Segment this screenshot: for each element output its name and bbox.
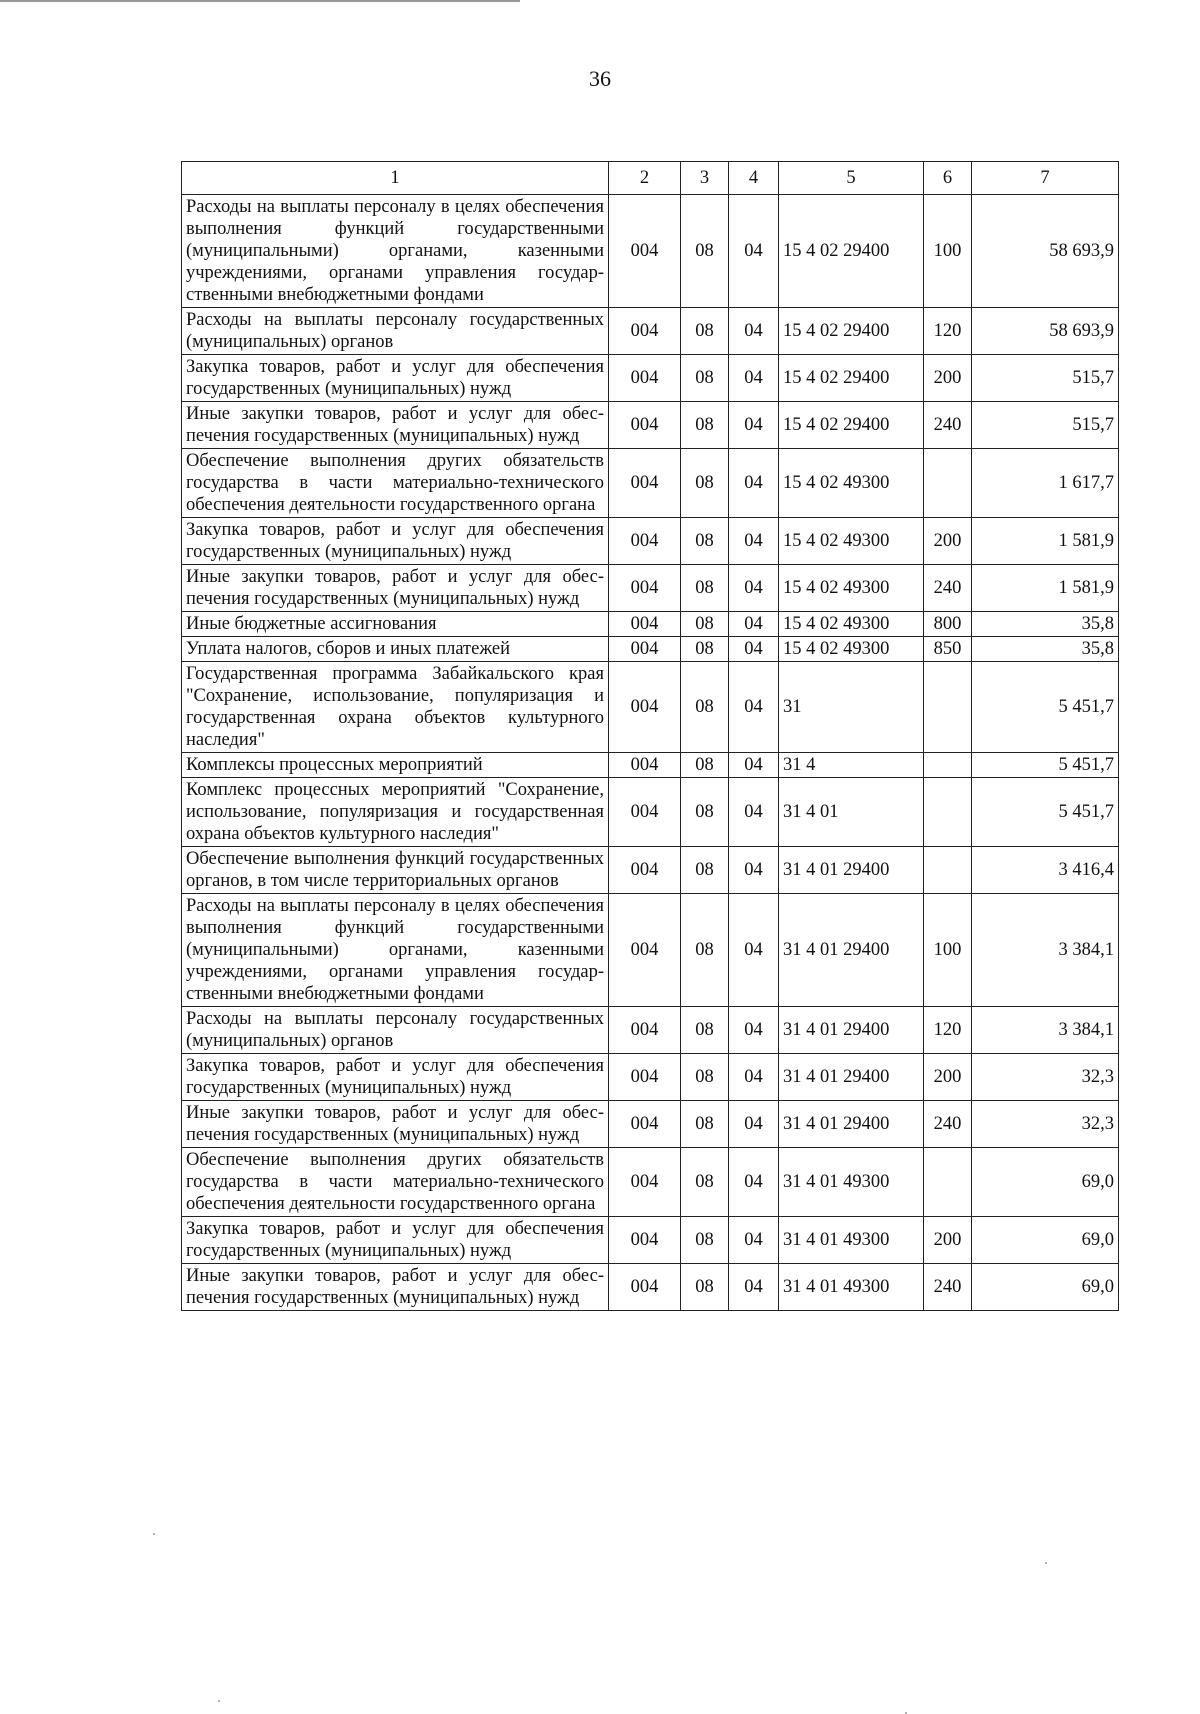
row-code-4: 04 xyxy=(729,195,779,308)
row-code-4: 04 xyxy=(729,1007,779,1054)
row-description: Расходы на выплаты персоналу государственных (муниципальных) органов xyxy=(182,308,609,355)
header-cell: 3 xyxy=(681,162,729,195)
row-code-3: 08 xyxy=(681,308,729,355)
table-row xyxy=(182,402,1119,449)
row-description: Расходы на выплаты персоналу в целях обеспечения выполнения функций государственными (муниципальными) органами, казенными учреждениями, органами управления государственными внебюджетными фондами xyxy=(182,894,609,1007)
row-code-4: 04 xyxy=(729,1148,779,1217)
row-amount: 3 384,1 xyxy=(972,1007,1119,1054)
row-amount: 5 451,7 xyxy=(972,662,1119,753)
row-target-article: 15 4 02 29400 xyxy=(779,308,924,355)
table-row xyxy=(182,847,1119,894)
row-target-article: 31 xyxy=(779,662,924,753)
row-code-3: 08 xyxy=(681,894,729,1007)
row-code-2: 004 xyxy=(609,1148,681,1217)
row-expense-type: 800 xyxy=(924,612,972,637)
row-code-2: 004 xyxy=(609,662,681,753)
row-expense-type: 120 xyxy=(924,308,972,355)
row-code-4: 04 xyxy=(729,662,779,753)
row-amount: 5 451,7 xyxy=(972,753,1119,778)
row-amount: 58 693,9 xyxy=(972,195,1119,308)
row-description: Обеспечение выполнения функций государственных органов, в том числе территориальных органов xyxy=(182,847,609,894)
row-code-2: 004 xyxy=(609,449,681,518)
row-code-3: 08 xyxy=(681,847,729,894)
header-cell: 5 xyxy=(779,162,924,195)
row-description: Расходы на выплаты персоналу государственных (муниципальных) органов xyxy=(182,1007,609,1054)
row-amount: 3 384,1 xyxy=(972,894,1119,1007)
row-expense-type xyxy=(924,1148,972,1217)
scan-speck xyxy=(153,1533,155,1535)
row-target-article: 31 4 01 29400 xyxy=(779,1101,924,1148)
row-target-article: 15 4 02 49300 xyxy=(779,637,924,662)
row-description: Расходы на выплаты персоналу в целях обеспечения выполнения функций государственными (муниципальными) органами, казенными учреждениями, органами управления государственными внебюджетными фондами xyxy=(182,195,609,308)
row-code-2: 004 xyxy=(609,565,681,612)
row-amount: 35,8 xyxy=(972,637,1119,662)
row-code-3: 08 xyxy=(681,1101,729,1148)
row-code-4: 04 xyxy=(729,1264,779,1311)
row-description: Государственная программа Забайкальского края "Сохранение, использование, популяризация и государственная охрана объектов культурного наследия" xyxy=(182,662,609,753)
row-code-3: 08 xyxy=(681,402,729,449)
table-row xyxy=(182,753,1119,778)
row-code-2: 004 xyxy=(609,1007,681,1054)
row-description: Комплекс процессных мероприятий "Сохранение, использование, популяризация и государственная охрана объектов культурного наследия" xyxy=(182,778,609,847)
row-code-4: 04 xyxy=(729,847,779,894)
row-description: Комплексы процессных мероприятий xyxy=(182,753,609,778)
row-code-3: 08 xyxy=(681,662,729,753)
row-code-4: 04 xyxy=(729,753,779,778)
table-row xyxy=(182,894,1119,1007)
row-target-article: 31 4 01 29400 xyxy=(779,894,924,1007)
header-cell: 4 xyxy=(729,162,779,195)
scan-speck xyxy=(218,1700,220,1702)
header-cell: 6 xyxy=(924,162,972,195)
row-target-article: 15 4 02 29400 xyxy=(779,402,924,449)
row-code-3: 08 xyxy=(681,565,729,612)
table-row xyxy=(182,1264,1119,1311)
row-code-2: 004 xyxy=(609,894,681,1007)
row-code-2: 004 xyxy=(609,612,681,637)
row-target-article: 31 4 01 29400 xyxy=(779,847,924,894)
row-expense-type xyxy=(924,847,972,894)
row-code-2: 004 xyxy=(609,1217,681,1264)
row-code-4: 04 xyxy=(729,402,779,449)
row-expense-type xyxy=(924,778,972,847)
row-expense-type: 200 xyxy=(924,1217,972,1264)
row-amount: 1 581,9 xyxy=(972,565,1119,612)
row-description: Иные бюджетные ассигнования xyxy=(182,612,609,637)
row-code-3: 08 xyxy=(681,1264,729,1311)
row-expense-type xyxy=(924,662,972,753)
row-code-4: 04 xyxy=(729,565,779,612)
row-amount: 1 581,9 xyxy=(972,518,1119,565)
row-code-2: 004 xyxy=(609,195,681,308)
row-code-4: 04 xyxy=(729,894,779,1007)
row-description: Обеспечение выполнения других обязательств государства в части материально-технического обеспечения деятельности государственного органа xyxy=(182,449,609,518)
table-row xyxy=(182,1217,1119,1264)
row-code-2: 004 xyxy=(609,1101,681,1148)
row-code-2: 004 xyxy=(609,518,681,565)
row-code-2: 004 xyxy=(609,1054,681,1101)
row-target-article: 15 4 02 49300 xyxy=(779,449,924,518)
row-target-article: 15 4 02 29400 xyxy=(779,355,924,402)
row-expense-type: 100 xyxy=(924,894,972,1007)
row-description: Обеспечение выполнения других обязательств государства в части материально-технического обеспечения деятельности государственного органа xyxy=(182,1148,609,1217)
row-expense-type: 240 xyxy=(924,565,972,612)
row-amount: 515,7 xyxy=(972,402,1119,449)
row-target-article: 15 4 02 29400 xyxy=(779,195,924,308)
table-row xyxy=(182,662,1119,753)
row-code-4: 04 xyxy=(729,518,779,565)
row-target-article: 31 4 01 29400 xyxy=(779,1007,924,1054)
row-code-2: 004 xyxy=(609,402,681,449)
table-row xyxy=(182,308,1119,355)
row-code-4: 04 xyxy=(729,355,779,402)
row-expense-type: 240 xyxy=(924,1101,972,1148)
row-expense-type: 200 xyxy=(924,1054,972,1101)
row-description: Иные закупки товаров, работ и услуг для обеспечения государственных (муниципальных) нужд xyxy=(182,1101,609,1148)
row-code-4: 04 xyxy=(729,778,779,847)
row-code-2: 004 xyxy=(609,355,681,402)
row-description: Закупка товаров, работ и услуг для обеспечения государственных (муниципальных) нужд xyxy=(182,518,609,565)
row-expense-type: 100 xyxy=(924,195,972,308)
row-code-3: 08 xyxy=(681,637,729,662)
scan-speck xyxy=(1045,1562,1047,1564)
row-code-2: 004 xyxy=(609,753,681,778)
row-target-article: 31 4 01 49300 xyxy=(779,1264,924,1311)
budget-table xyxy=(181,161,1119,1311)
row-amount: 5 451,7 xyxy=(972,778,1119,847)
row-expense-type: 200 xyxy=(924,355,972,402)
row-expense-type xyxy=(924,449,972,518)
header-cell: 1 xyxy=(182,162,609,195)
row-code-4: 04 xyxy=(729,1217,779,1264)
row-target-article: 15 4 02 49300 xyxy=(779,518,924,565)
row-amount: 3 416,4 xyxy=(972,847,1119,894)
table-row xyxy=(182,1054,1119,1101)
row-code-4: 04 xyxy=(729,308,779,355)
row-amount: 69,0 xyxy=(972,1264,1119,1311)
row-code-2: 004 xyxy=(609,308,681,355)
page-number: 36 xyxy=(589,66,611,91)
row-expense-type: 120 xyxy=(924,1007,972,1054)
row-amount: 1 617,7 xyxy=(972,449,1119,518)
row-description: Закупка товаров, работ и услуг для обеспечения государственных (муниципальных) нужд xyxy=(182,355,609,402)
header-row xyxy=(182,162,1119,195)
row-amount: 58 693,9 xyxy=(972,308,1119,355)
row-code-3: 08 xyxy=(681,1148,729,1217)
row-code-2: 004 xyxy=(609,1264,681,1311)
row-code-3: 08 xyxy=(681,778,729,847)
row-expense-type xyxy=(924,753,972,778)
table-row xyxy=(182,355,1119,402)
table-row xyxy=(182,612,1119,637)
row-code-3: 08 xyxy=(681,612,729,637)
table-row xyxy=(182,518,1119,565)
table-row xyxy=(182,1007,1119,1054)
table-row xyxy=(182,565,1119,612)
row-target-article: 31 4 01 49300 xyxy=(779,1217,924,1264)
row-code-3: 08 xyxy=(681,1054,729,1101)
row-description: Иные закупки товаров, работ и услуг для обеспечения государственных (муниципальных) нужд xyxy=(182,402,609,449)
row-amount: 69,0 xyxy=(972,1217,1119,1264)
row-expense-type: 200 xyxy=(924,518,972,565)
row-code-4: 04 xyxy=(729,1054,779,1101)
row-target-article: 31 4 01 xyxy=(779,778,924,847)
scan-edge-line xyxy=(0,0,520,2)
row-description: Уплата налогов, сборов и иных платежей xyxy=(182,637,609,662)
row-target-article: 31 4 xyxy=(779,753,924,778)
row-code-3: 08 xyxy=(681,355,729,402)
row-code-3: 08 xyxy=(681,518,729,565)
row-target-article: 31 4 01 29400 xyxy=(779,1054,924,1101)
table-row xyxy=(182,778,1119,847)
row-code-3: 08 xyxy=(681,1007,729,1054)
row-code-4: 04 xyxy=(729,637,779,662)
row-amount: 35,8 xyxy=(972,612,1119,637)
row-amount: 32,3 xyxy=(972,1101,1119,1148)
row-code-3: 08 xyxy=(681,449,729,518)
table-row xyxy=(182,1101,1119,1148)
row-expense-type: 240 xyxy=(924,402,972,449)
row-target-article: 15 4 02 49300 xyxy=(779,612,924,637)
table-row xyxy=(182,637,1119,662)
row-code-3: 08 xyxy=(681,195,729,308)
row-code-3: 08 xyxy=(681,1217,729,1264)
row-amount: 32,3 xyxy=(972,1054,1119,1101)
row-code-4: 04 xyxy=(729,449,779,518)
row-description: Закупка товаров, работ и услуг для обеспечения государственных (муниципальных) нужд xyxy=(182,1054,609,1101)
row-amount: 69,0 xyxy=(972,1148,1119,1217)
row-code-2: 004 xyxy=(609,847,681,894)
header-cell: 2 xyxy=(609,162,681,195)
table-row xyxy=(182,1148,1119,1217)
row-amount: 515,7 xyxy=(972,355,1119,402)
row-code-2: 004 xyxy=(609,637,681,662)
row-description: Иные закупки товаров, работ и услуг для обеспечения государственных (муниципальных) нужд xyxy=(182,1264,609,1311)
row-description: Иные закупки товаров, работ и услуг для обеспечения государственных (муниципальных) нужд xyxy=(182,565,609,612)
row-target-article: 31 4 01 49300 xyxy=(779,1148,924,1217)
row-expense-type: 850 xyxy=(924,637,972,662)
row-code-4: 04 xyxy=(729,612,779,637)
row-code-3: 08 xyxy=(681,753,729,778)
row-code-4: 04 xyxy=(729,1101,779,1148)
table-row xyxy=(182,449,1119,518)
header-cell: 7 xyxy=(972,162,1119,195)
table-row xyxy=(182,195,1119,308)
row-description: Закупка товаров, работ и услуг для обеспечения государственных (муниципальных) нужд xyxy=(182,1217,609,1264)
row-code-2: 004 xyxy=(609,778,681,847)
row-target-article: 15 4 02 49300 xyxy=(779,565,924,612)
row-expense-type: 240 xyxy=(924,1264,972,1311)
